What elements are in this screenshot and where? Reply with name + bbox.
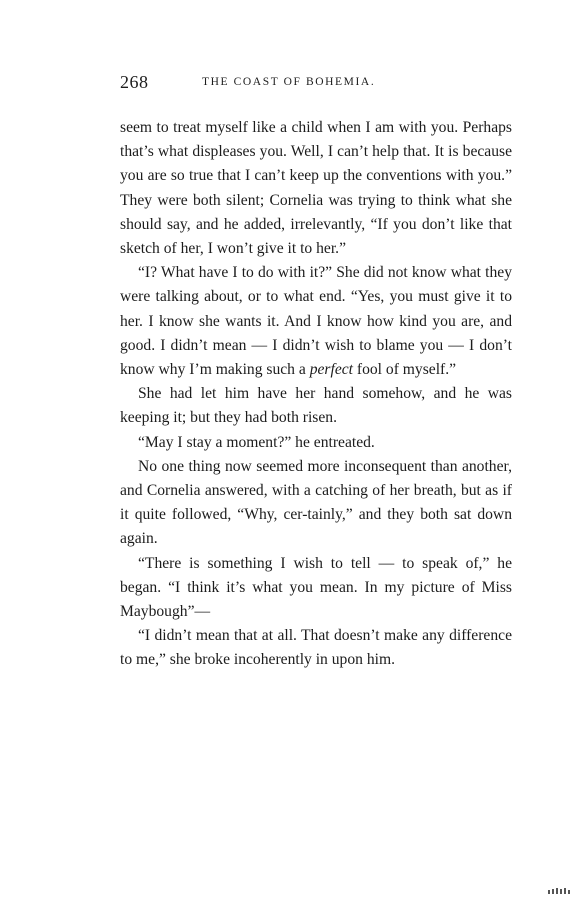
paragraph bbox=[120, 624, 512, 672]
paragraph-text: “There is something I wish to tell — to speak of,” he began. “I think it’s what you mean. In my picture of Miss Maybough”— bbox=[120, 554, 512, 621]
running-title: THE COAST OF BOHEMIA. bbox=[202, 76, 376, 88]
library-stamp-mark bbox=[548, 888, 570, 894]
paragraph bbox=[120, 552, 512, 625]
paragraph bbox=[120, 382, 512, 430]
paragraph-text: seem to treat myself like a child when I am with you. Perhaps that’s what displeases you. Well, I can’t help that. It is because you are so true that I can’t keep up the conventions with you.” They were both silent; Cornelia was trying to think what she should say, and he added, irrelevantly, “If you don’t like that sketch of her, I won’t give it to her.” bbox=[120, 119, 512, 258]
paragraph-text: fool of myself.” bbox=[353, 361, 457, 379]
running-head bbox=[120, 72, 512, 94]
paragraph bbox=[120, 261, 512, 382]
body-text bbox=[120, 116, 512, 673]
page-number: 268 bbox=[120, 72, 149, 92]
paragraph-text: “I? What have I to do with it?” She did not know what they were talking about, or to what end. “Yes, you must give it to her. I know she wants it. And I know how kind you are, and good. I didn’t mean — I didn’t wish to blame you — I don’t know why I’m making such a bbox=[120, 264, 512, 379]
paragraph-text: She had let him have her hand somehow, and he was keeping it; but they had both risen. bbox=[120, 385, 512, 427]
paragraph bbox=[120, 431, 512, 455]
paragraph-text: “I didn’t mean that at all. That doesn’t make any difference to me,” she broke incoherently in upon him. bbox=[120, 627, 512, 669]
paragraph-text: No one thing now seemed more inconsequent than another, and Cornelia answered, with a catching of her breath, but as if it quite followed, “Why, cer-tainly,” and they both sat down again. bbox=[120, 457, 512, 548]
paragraph bbox=[120, 116, 512, 261]
paragraph-text: “May I stay a moment?” he entreated. bbox=[138, 433, 375, 451]
paragraph bbox=[120, 455, 512, 552]
emphasized-word: perfect bbox=[309, 361, 353, 379]
